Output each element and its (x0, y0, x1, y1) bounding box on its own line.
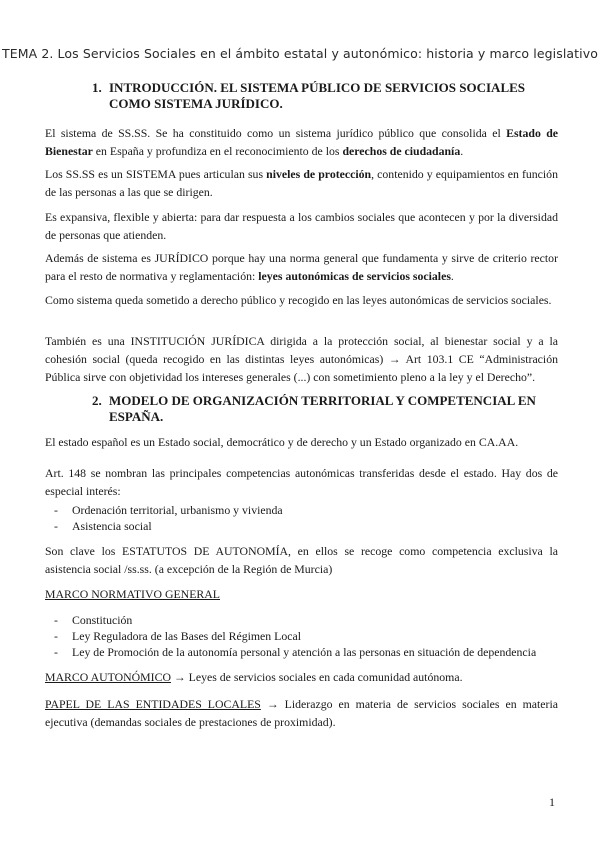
papel-entidades-text: → Liderazgo en materia de servicios sociales en materia ejecutiva (demandas sociales de prestaciones de proximidad). (45, 697, 558, 729)
papel-entidades-label: PAPEL DE LAS ENTIDADES LOCALES (45, 697, 261, 711)
p1-bold-2: derechos de ciudadanía (342, 144, 461, 158)
list-item: - Ordenación territorial, urbanismo y vivienda (54, 503, 283, 517)
p2-bold-1: niveles de protección (266, 167, 372, 181)
p1-text-2: en España y profundiza en el reconocimiento de los (92, 144, 343, 158)
paragraph-institucion: También es una INSTITUCIÓN JURÍDICA dirigida a la protección social, al bienestar social y a la cohesión social (queda recogido en las distintas leyes autonómicas) → Art 103.1 CE “Administración Pública sirve con objetividad los intereses generales (...) con sometimiento pleno a la ley y el Derecho”. (45, 334, 558, 384)
list-item-text: Ordenación territorial, urbanismo y vivienda (72, 503, 283, 517)
p1-text-1: El sistema de SS.SS. Se ha constituido como un sistema jurídico público que consolida el (45, 126, 507, 140)
paragraph-art-148: Art. 148 se nombran las principales competencias autonómicas transferidas desde el estado. Hay dos de especial interés: (45, 466, 558, 498)
marco-autonomico-paragraph (45, 668, 558, 686)
paragraph-derecho-publico: Como sistema queda sometido a derecho público y recogido en las leyes autonómicas de servicios sociales. (45, 293, 552, 307)
competencias-list (45, 502, 558, 534)
paragraph-estatutos: Son clave los ESTATUTOS DE AUTONOMÍA, en ellos se recoge como competencia exclusiva la asistencia social /ss.ss. (a excepción de la Región de Murcia) (45, 544, 558, 576)
paragraph-sistema-niveles (45, 165, 558, 201)
marco-general-label: MARCO NORMATIVO GENERAL (45, 587, 220, 601)
section-2-number: 2. (92, 393, 102, 408)
p4-text-2: . (450, 269, 454, 283)
section-1-heading-text: INTRODUCCIÓN. EL SISTEMA PÚBLICO DE SERVICIOS SOCIALES COMO SISTEMA JURÍDICO. (109, 80, 526, 111)
marco-autonomico-text: → Leyes de servicios sociales en cada comunidad autónoma. (170, 670, 463, 684)
list-item: - Constitución (54, 613, 133, 627)
list-item-text: Ley de Promoción de la autonomía personal y atención a las personas en situación de dependencia (72, 645, 537, 659)
paragraph-estado: El estado español es un Estado social, democrático y de derecho y un Estado organizado en CA.AA. (45, 435, 519, 449)
section-2-heading (92, 393, 562, 425)
marco-autonomico-label: MARCO AUTONÓMICO (45, 670, 171, 684)
paragraph-juridico (45, 249, 558, 285)
p1-text-3: . (460, 144, 464, 158)
papel-entidades-paragraph (45, 695, 558, 731)
page-number: 1 (549, 795, 555, 809)
p1-bold-1: Estado de Bienestar (45, 126, 558, 158)
list-item-text: Ley Reguladora de las Bases del Régimen Local (72, 629, 301, 643)
p4-text-1: Además de sistema es JURÍDICO porque hay una norma general que fundamenta y sirve de criterio rector para el resto de normativa y reglamentación: (45, 251, 558, 283)
p4-bold-1: leyes autonómicas de servicios sociales (258, 269, 451, 283)
list-item: - Asistencia social (54, 519, 152, 533)
p2-text-2: , contenido y equipamientos en función de las personas a las que se dirigen. (45, 167, 558, 199)
marco-general-list (45, 612, 558, 660)
list-item-text: Constitución (72, 613, 133, 627)
paragraph-expansiva: Es expansiva, flexible y abierta: para dar respuesta a los cambios sociales que acontecen y por la diversidad de personas que atienden. (45, 210, 558, 242)
marco-general-heading (45, 585, 558, 603)
section-1-heading (92, 80, 562, 112)
p2-text-1: Los SS.SS es un SISTEMA pues articulan sus (45, 167, 267, 181)
list-item: - Ley Reguladora de las Bases del Régimen Local (54, 629, 301, 643)
list-item-text: Asistencia social (72, 519, 152, 533)
paragraph-sistema (45, 124, 558, 160)
section-1-number: 1. (92, 80, 102, 95)
page-title: TEMA 2. Los Servicios Sociales en el ámbito estatal y autonómico: historia y marco legislativo (2, 46, 598, 61)
list-item: - Ley de Promoción de la autonomía personal y atención a las personas en situación de dependencia (54, 645, 537, 659)
section-2-heading-text: MODELO DE ORGANIZACIÓN TERRITORIAL Y COMPETENCIAL EN ESPAÑA. (109, 393, 536, 424)
